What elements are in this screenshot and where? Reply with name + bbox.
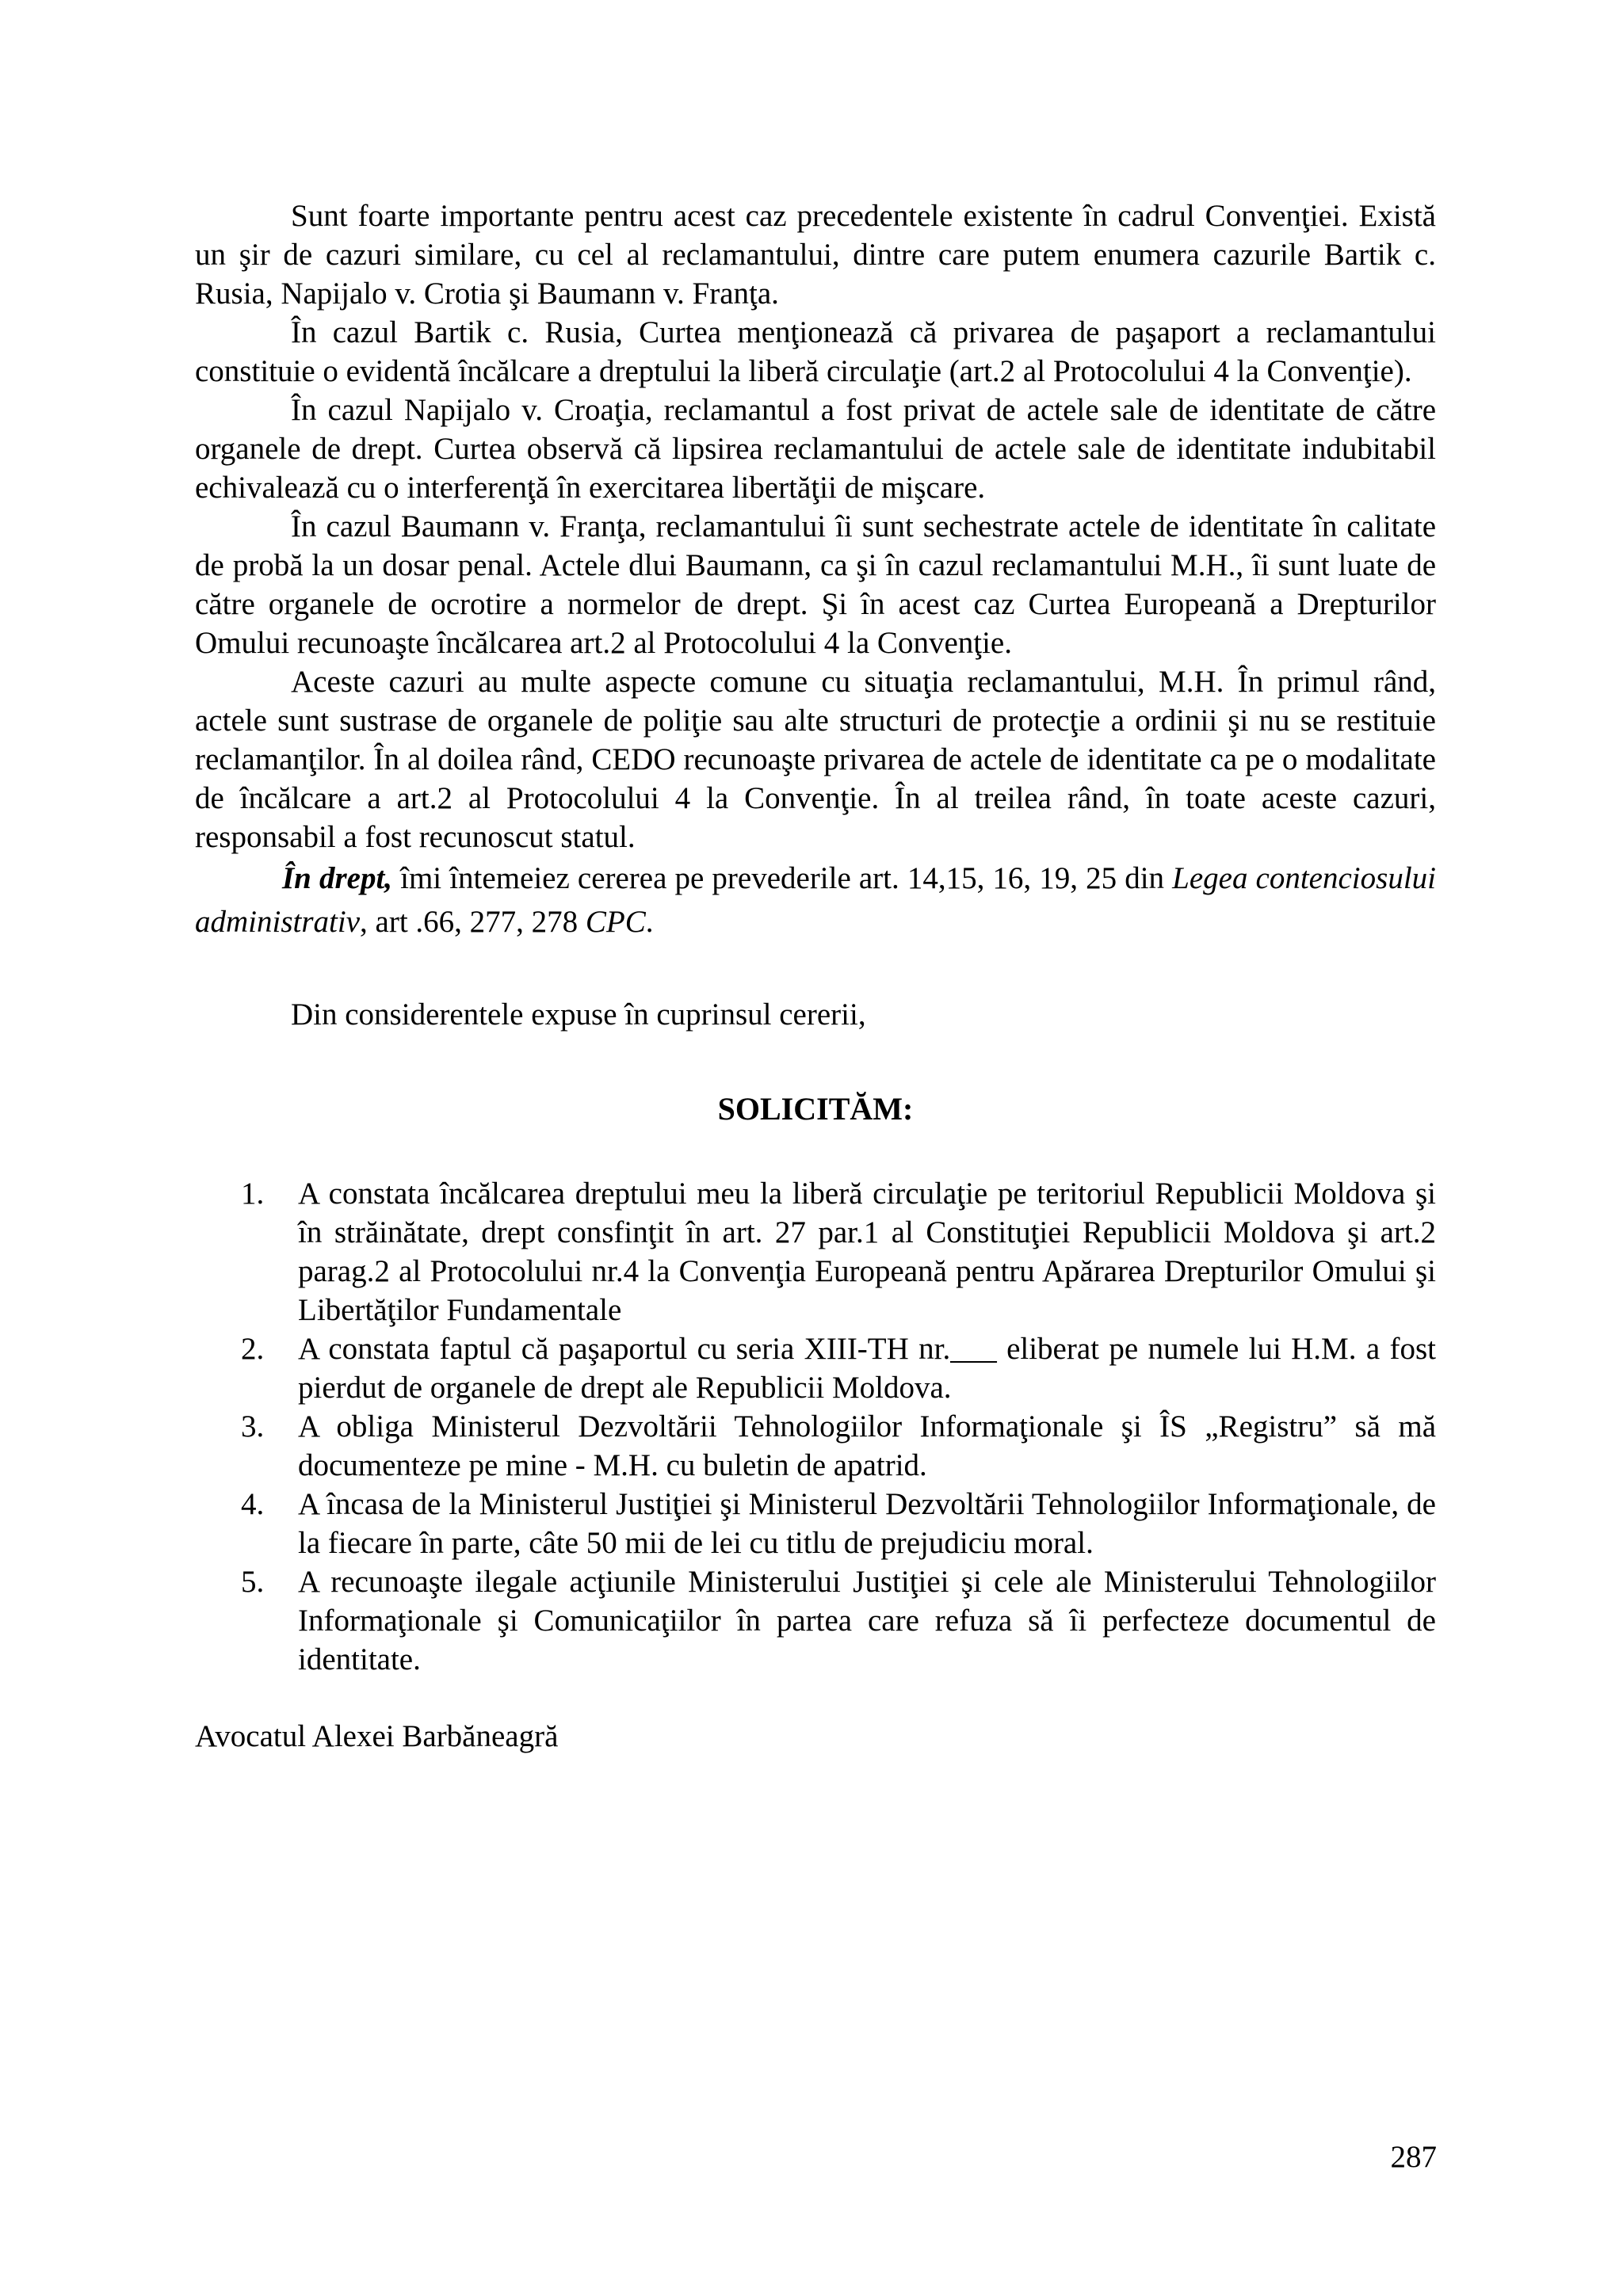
section-heading: SOLICITĂM: — [717, 1091, 914, 1127]
list-item-number: 4. — [241, 1487, 265, 1521]
paragraph-napijalo: În cazul Napijalo v. Croaţia, reclamantul a fost privat de actele sale de identitate de către organele de drept. Curtea observă că lipsirea reclamantului de actele sale de identitate indubitabil echivalează cu o interferenţă în exercitarea libertăţii de mişcare. — [195, 393, 1436, 505]
list-item-text: A constata încălcarea dreptului meu la liberă circulaţie pe teritoriul Republicii Moldova şi în străinătate, drept consfinţit în art. 27 par.1 al Constituţiei Republicii Moldova şi art.2 parag.2 al Protocolului nr.4 la Convenţia Europeană pentru Apărarea Drepturilor Omului şi Libertăţilor Fundamentale — [298, 1177, 1436, 1327]
list-item-number: 1. — [241, 1177, 265, 1211]
list-item — [195, 1174, 1436, 1329]
list-item — [195, 1562, 1436, 1679]
paragraph-precedents: Sunt foarte importante pentru acest caz precedentele existente în cadrul Convenţiei. Există un şir de cazuri similare, cu cel al reclamantului, dintre care putem enumera cazurile Bartik c. Rusia, Napijalo v. Crotia şi Baumann v. Franţa. — [195, 199, 1436, 311]
intro-line: Din considerentele expuse în cuprinsul cererii, — [291, 997, 866, 1032]
paragraph-baumann: În cazul Baumann v. Franţa, reclamantului îi sunt sechestrate actele de identitate în calitate de probă la un dosar penal. Actele dlui Baumann, ca şi în cazul reclamantului M.H., îi sunt luate de către organele de ocrotire a normelor de drept. Şi în acest caz Curtea Europeană a Drepturilor Omului recunoaşte încălcarea art.2 al Protocolului 4 la Convenţie. — [195, 509, 1436, 660]
signature: Avocatul Alexei Barbăneagră — [195, 1719, 559, 1753]
list-item-text: A constata faptul că paşaportul cu seria XIII-TH nr.___ eliberat pe numele lui H.M. a fost pierdut de organele de drept ale Republicii Moldova. — [298, 1332, 1436, 1405]
request-list — [195, 1174, 1436, 1679]
list-item-number: 2. — [241, 1332, 265, 1366]
list-item-number: 5. — [241, 1565, 265, 1599]
code-name: CPC — [585, 905, 646, 939]
paragraph-bartik: În cazul Bartik c. Rusia, Curtea menţionează că privarea de paşaport a reclamantului constituie o evidentă încălcare a dreptului la liberă circulaţie (art.2 al Protocolului 4 la Convenţie). — [195, 315, 1436, 388]
legal-basis-end: . — [645, 905, 654, 939]
list-item — [195, 1407, 1436, 1485]
document-page — [195, 196, 1436, 1756]
list-item-text: A recunoaşte ilegale acţiunile Ministerului Justiţiei şi cele ale Ministerului Tehnologiilor Informaţionale şi Comunicaţiilor în partea care refuza să îi perfecteze documentul de identitate. — [298, 1565, 1436, 1676]
list-item — [195, 1485, 1436, 1562]
legal-basis-lead: În drept, — [282, 861, 393, 895]
list-item-number: 3. — [241, 1409, 265, 1444]
paragraph-common-aspects: Aceste cazuri au multe aspecte comune cu situaţia reclamantului, M.H. În primul rând, actele sunt sustrase de organele de poliţie sau alte structuri de protecţie a ordinii şi nu se restituie reclamanţilor. În al doilea rând, CEDO recunoaşte privarea de actele de identitate ca pe o modalitate de încălcare a art.2 al Protocolului 4 la Convenţie. În al treilea rând, în toate aceste cazuri, responsabil a fost recunoscut statul. — [195, 665, 1436, 854]
legal-basis-text: îmi întemeiez cererea pe prevederile art. 14,15, 16, 19, 25 din — [392, 861, 1173, 895]
list-item — [195, 1329, 1436, 1407]
page-number: 287 — [1390, 2140, 1437, 2174]
law-name: Legea contenciosului administrativ — [195, 861, 1436, 939]
legal-basis-articles: , art .66, 277, 278 — [360, 905, 586, 939]
list-item-text: A încasa de la Ministerul Justiţiei şi Ministerul Dezvoltării Tehnologiilor Informaţionale, de la fiecare în parte, câte 50 mii de lei cu titlu de prejudiciu moral. — [298, 1487, 1436, 1560]
list-item-text: A obliga Ministerul Dezvoltării Tehnologiilor Informaţionale şi ÎS „Registru” să mă documenteze pe mine - M.H. cu buletin de apatrid. — [298, 1409, 1436, 1482]
paragraph-legal-basis — [195, 856, 1436, 944]
